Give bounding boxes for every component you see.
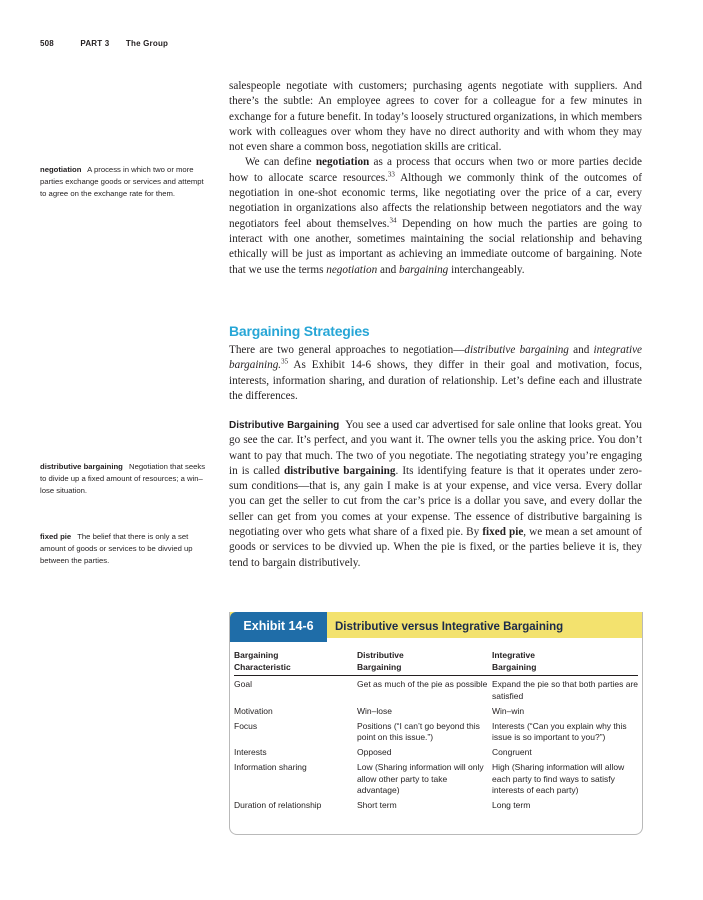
table-row	[234, 679, 638, 702]
term-fixed-pie: fixed pie	[482, 526, 524, 539]
table-cell: Low (Sharing information will only allow other party to take advantage)	[357, 762, 484, 795]
run-in-heading: Distributive Bargaining	[229, 420, 340, 431]
table-cell: Duration of relationship	[234, 800, 322, 810]
table-row	[234, 706, 638, 718]
exhibit-table	[234, 650, 638, 815]
table-row	[234, 762, 638, 797]
margin-definition-fixed-pie	[40, 531, 210, 567]
table-cell: Goal	[234, 679, 252, 689]
table-row	[234, 721, 638, 744]
paragraph-3: There are two general approaches to negotiation—distributive bargaining and integrative bargaining.$^{35}$ As Exhibit 14-6 shows, they differ in their goal and motivation, focus, interests, information sharing, and duration of relationship. Let’s define each and illustrate the differences.	[229, 344, 642, 402]
margin-term: negotiation	[40, 165, 82, 174]
section-heading: Bargaining Strategies	[229, 323, 370, 339]
table-header-cell: Distributive Bargaining	[357, 650, 404, 672]
margin-definition-negotiation	[40, 164, 210, 200]
paragraph-4: Distributive Bargaining You see a used car advertised for sale online that looks great. You go see the car. It’s perfect, and you want it. The owner tells you the asking price. You don’t want to pay that much. The two of you negotiate. The negotiating strategy you’re engaging in is called distributive bargaining. Its identifying feature is that it operates under zero-sum conditions—that is, any gain I make is at your expense, and vice versa. Every dollar you can get the seller to cut from the car’s price is a dollar you save, and every dollar the seller can get from you comes at your expense. The essence of distributive bargaining is negotiating over who gets what share of a fixed pie. By fixed pie, we mean a set amount of goods or services to be divvied up. When the pie is fixed, or the parties believe it is, they tend to bargain distributively.	[229, 419, 643, 569]
table-cell: Win–lose	[357, 705, 392, 716]
table-cell: Congruent	[492, 747, 532, 757]
table-header-row	[234, 650, 638, 676]
table-cell: Get as much of the pie as possible	[357, 679, 488, 689]
running-header	[40, 39, 168, 48]
footnote-ref: 34	[389, 215, 397, 224]
table-cell: Interests	[234, 747, 267, 757]
table-row	[234, 800, 638, 812]
table-cell: Positions (“I can’t go beyond this point on this issue.”)	[357, 720, 480, 742]
margin-definition-text: A process in which two or more parties exchange goods or services and attempt to agree on the exchange rate for them.	[40, 165, 204, 198]
exhibit-label: Exhibit 14-6	[230, 612, 327, 642]
exhibit-14-6	[229, 612, 643, 835]
margin-definition-text: Negotiation that seeks to divide up a fixed amount of resources; a win–lose situation.	[40, 462, 206, 495]
table-header-cell: Integrative Bargaining	[492, 650, 537, 672]
paragraph-1: salespeople negotiate with customers; purchasing agents negotiate with suppliers. And there’s the subtle: An employee agrees to cover for a colleague for a few minutes in exchange for a future benefit. In today’s loosely structured organizations, in which members work with colleagues over whom they have no direct authority and with whom they may not even share a common boss, negotiation skills are critical.	[229, 80, 642, 154]
table-cell: Expand the pie so that both parties are satisfied	[492, 679, 639, 701]
body-column-middle	[229, 343, 642, 404]
table-cell: Opposed	[357, 747, 392, 757]
table-cell: Information sharing	[234, 762, 307, 772]
margin-definition-text: The belief that there is only a set amount of goods or services to be divvied up between the parties.	[40, 532, 193, 565]
margin-term: distributive bargaining	[40, 462, 123, 471]
table-cell: Focus	[234, 720, 258, 731]
table-row	[234, 747, 638, 759]
margin-term: fixed pie	[40, 532, 72, 541]
term-distributive-bargaining: distributive bargaining	[283, 464, 396, 477]
footnote-ref: 33	[387, 170, 395, 179]
table-cell: Motivation	[234, 705, 273, 716]
table-cell: Win–win	[492, 705, 525, 716]
table-header-cell: Bargaining Characteristic	[234, 650, 291, 672]
table-cell: Long term	[492, 800, 531, 810]
term-negotiation: negotiation	[315, 156, 370, 169]
margin-definition-distributive-bargaining	[40, 461, 210, 497]
paragraph-2: We can define negotiation as a process that occurs when two or more parties decide how to allocate scarce resources.$^{33}$ Although we commonly think of the outcomes of negotiation in one-shot economic terms, like negotiating over the price of a car, every negotiation in organizations also affects the relationship between negotiators and the way negotiators feel about themselves.$^{34}$ Depending on how much the parties are going to interact with one another, sometimes maintaining the social relationship and behaving ethically will be just as important as achieving an immediate outcome of bargaining. Note that we use the terms negotiation and bargaining interchangeably.	[229, 156, 643, 276]
page-number: 508	[40, 39, 54, 48]
part-title: The Group	[125, 39, 169, 48]
table-cell: Short term	[357, 800, 397, 810]
part-label: PART 3	[80, 39, 110, 48]
body-column-top	[229, 79, 642, 278]
table-cell: Interests (“Can you explain why this issue is so important to you?”)	[492, 720, 627, 742]
exhibit-title: Distributive versus Integrative Bargaining	[335, 621, 564, 633]
table-cell: High (Sharing information will allow each party to find ways to satisfy interests of each party)	[492, 762, 625, 795]
body-column-bottom	[229, 418, 642, 571]
footnote-ref: 35	[281, 357, 289, 366]
